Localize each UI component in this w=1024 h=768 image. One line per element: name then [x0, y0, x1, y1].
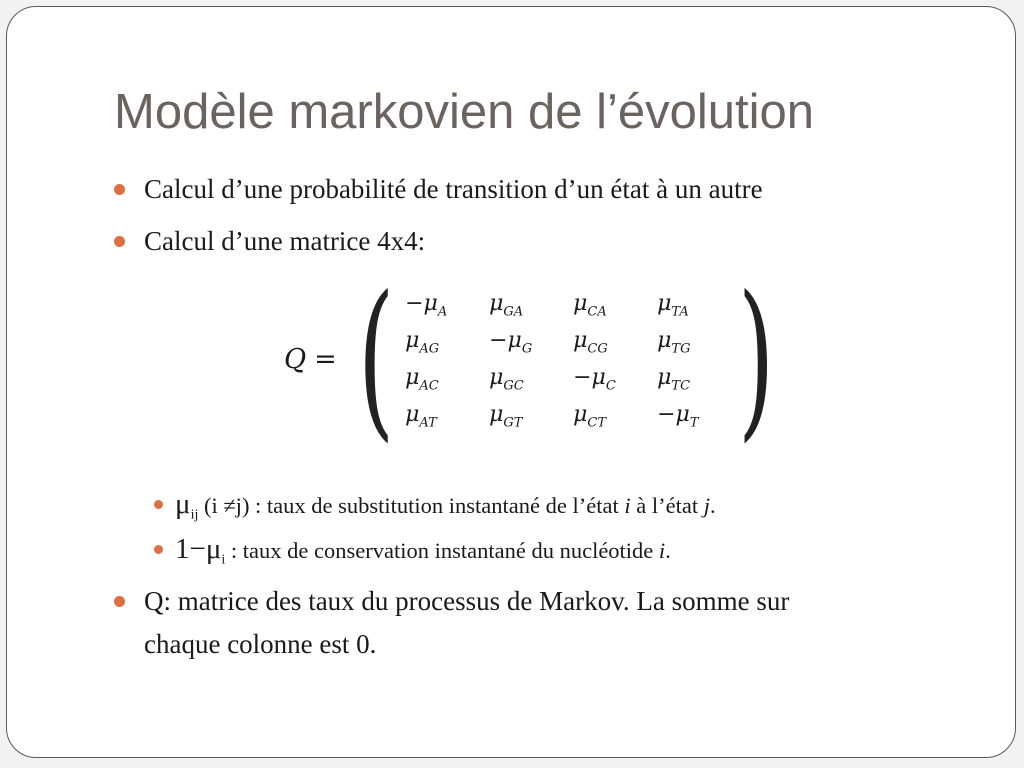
cell-subscript: C	[605, 378, 616, 394]
cell-mu: μ	[675, 402, 690, 427]
matrix-cell	[489, 398, 573, 431]
matrix-cell	[489, 287, 573, 320]
cell-mu: μ	[507, 328, 522, 353]
matrix-cell	[405, 361, 489, 394]
cell-subscript: CT	[587, 415, 607, 431]
cell-subscript: A	[437, 304, 448, 320]
bullet-probability: Calcul d’une probabilité de transition d’un état à un autre	[144, 168, 763, 211]
cell-subscript: TC	[671, 378, 691, 394]
sub-bullet-conservation	[175, 533, 671, 569]
markov-line-1: Q: matrice des taux du processus de Markov. La somme sur	[144, 586, 790, 616]
matrix-cell	[405, 324, 489, 357]
mu-symbol: μ	[175, 488, 191, 520]
matrix-cell	[573, 287, 657, 320]
cell-sign: −	[489, 328, 508, 353]
cell-subscript: TA	[671, 304, 689, 320]
cell-subscript: T	[689, 415, 699, 431]
matrix-cell	[489, 324, 573, 357]
cell-subscript: TG	[671, 341, 691, 357]
one-minus-mu: 1−μ	[175, 533, 222, 565]
cell-sign: −	[405, 291, 424, 316]
matrix-cell	[657, 287, 727, 320]
substitution-text: (i ≠j) : taux de substitution instantané de l’état	[198, 493, 625, 518]
cell-mu: μ	[489, 402, 504, 427]
cell-mu: μ	[405, 365, 420, 390]
matrix-cell	[405, 398, 489, 431]
bullet-matrix: Calcul d’une matrice 4x4:	[144, 220, 425, 263]
cell-subscript: CG	[587, 341, 608, 357]
cell-sign: −	[573, 365, 592, 390]
matrix-cell	[573, 398, 657, 431]
cell-mu: μ	[573, 402, 588, 427]
matrix-label: Q	[284, 343, 307, 375]
conservation-text: : taux de conservation instantané du nucléotide	[225, 538, 659, 563]
cell-subscript: CA	[587, 304, 607, 320]
cell-mu: μ	[573, 328, 588, 353]
matrix-cell	[489, 361, 573, 394]
cell-mu: μ	[657, 365, 672, 390]
matrix-cell	[573, 324, 657, 357]
cell-subscript: GA	[503, 304, 524, 320]
cell-sign: −	[657, 402, 676, 427]
cell-subscript: AT	[419, 415, 437, 431]
cell-subscript: GT	[503, 415, 523, 431]
matrix-cell	[573, 361, 657, 394]
sub-bullet-substitution	[175, 488, 716, 524]
cell-mu: μ	[405, 402, 420, 427]
cell-subscript: G	[521, 341, 533, 357]
cell-mu: μ	[489, 365, 504, 390]
cell-mu: μ	[423, 291, 438, 316]
substitution-mid: à l’état	[630, 493, 704, 518]
mu-subscript: ij	[190, 507, 199, 523]
cell-mu: μ	[657, 291, 672, 316]
state-j: j	[703, 493, 710, 518]
matrix-cell	[657, 324, 727, 357]
equals-sign: =	[314, 343, 337, 375]
cell-mu: μ	[405, 328, 420, 353]
markov-line-2: chaque colonne est 0.	[144, 629, 377, 659]
mu-i-subscript: i	[221, 552, 226, 568]
cell-mu: μ	[489, 291, 504, 316]
cell-subscript: AC	[419, 378, 439, 394]
matrix-cell	[405, 287, 489, 320]
right-paren: )	[738, 260, 775, 458]
rate-matrix	[405, 287, 727, 431]
cell-mu: μ	[657, 328, 672, 353]
cell-subscript: GC	[503, 378, 524, 394]
matrix-equation	[284, 260, 789, 458]
conservation-end: .	[665, 538, 671, 563]
matrix-cell	[657, 398, 727, 431]
cell-mu: μ	[591, 365, 606, 390]
bullet-markov	[144, 580, 789, 666]
left-paren: (	[357, 260, 395, 458]
slide-title: Modèle markovien de l’évolution	[114, 85, 814, 139]
matrix-cell	[657, 361, 727, 394]
cell-subscript: AG	[419, 341, 440, 357]
nucleotide-i: i	[658, 538, 666, 563]
cell-mu: μ	[573, 291, 588, 316]
state-i: i	[624, 493, 631, 518]
substitution-end: .	[709, 493, 716, 518]
